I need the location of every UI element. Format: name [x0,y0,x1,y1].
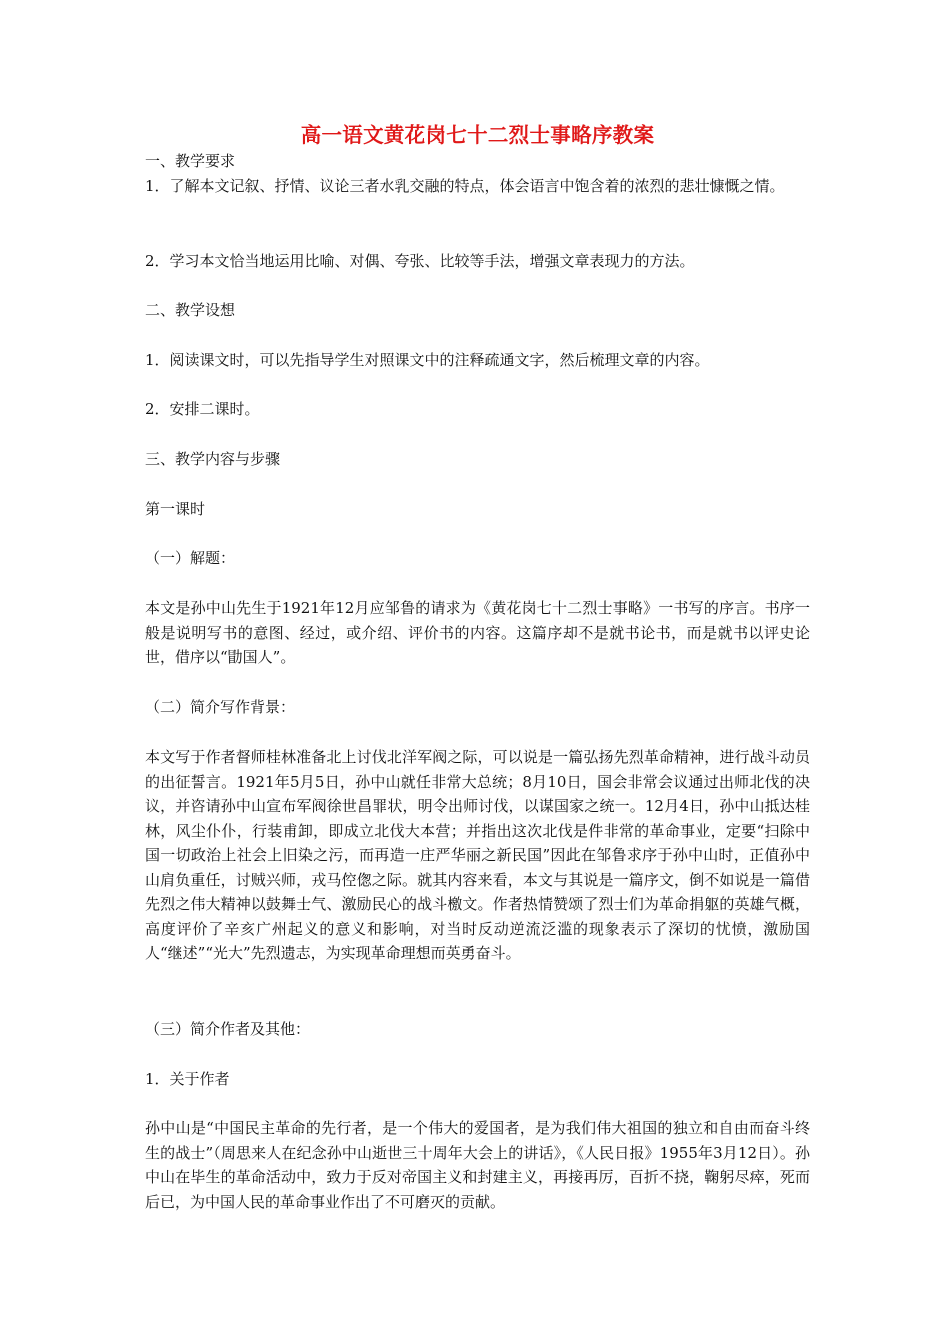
subsection-heading: （一）解题： [145,549,236,567]
subsection-heading: （三）简介作者及其他： [145,1020,311,1038]
section-heading: 一、教学要求 [145,152,236,170]
paragraph: 2．学习本文恰当地运用比喻、对偶、夸张、比较等手法，增强文章表现力的方法。 [145,252,695,270]
section-heading: 三、教学内容与步骤 [145,450,281,468]
section-heading: 二、教学设想 [145,301,236,319]
paragraph: 2．安排二课时。 [145,400,260,418]
paragraph: 1．了解本文记叙、抒情、议论三者水乳交融的特点，体会语言中饱含着的浓烈的悲壮慷慨之情。 [145,177,785,195]
paragraph: 1．阅读课文时，可以先指导学生对照课文中的注释疏通文字，然后梳理文章的内容。 [145,351,710,369]
subsection-heading: 第一课时 [145,500,206,518]
subsection-heading: （二）简介写作背景： [145,698,296,716]
paragraph: 孙中山是“中国民主革命的先行者，是一个伟大的爱国者，是为我们伟大祖国的独立和自由而奋斗终生的战士”（周思来人在纪念孙中山逝世三十周年大会上的讲话》，《人民日报》1955年3月12日）。孙中山在毕生的革命活动中，致力于反对帝国主义和封建主义，再接再厉，百折不挠，鞠躬尽瘁，死而后已，为中国人民的革命事业作出了不可磨灭的贡献。 [145,1119,810,1211]
document-title: 高一语文黄花岗七十二烈士事略序教案 [300,123,655,147]
paragraph: 本文写于作者督师桂林准备北上讨伐北洋军阀之际，可以说是一篇弘扬先烈革命精神，进行战斗动员的出征誓言。1921年5月5日，孙中山就任非常大总统；8月10日，国会非常会议通过出师北伐的决议，并咨请孙中山宣布军阀徐世昌罪状，明令出师讨伐，以谋国家之统一。12月4日，孙中山抵达桂林，风尘仆仆，行装甫卸，即成立北伐大本营；并指出这次北伐是件非常的革命事业，定要“扫除中国一切政治上社会上旧染之污，而再造一庄严华丽之新民国”因此在邹鲁求序于孙中山时，正值孙中山肩负重任，讨贼兴师，戎马倥偬之际。就其内容来看，本文与其说是一篇序文，倒不如说是一篇借先烈之伟大精神以鼓舞士气、激励民心的战斗檄文。作者热情赞颂了烈士们为革命捐躯的英雄气概，高度评价了辛亥广州起义的意义和影响，对当时反动逆流泛滥的现象表示了深切的忧愤，激励国人“继述”“光大”先烈遗志，为实现革命理想而英勇奋斗。 [145,748,810,962]
paragraph: 本文是孙中山先生于1921年12月应邹鲁的请求为《黄花岗七十二烈士事略》一书写的序言。书序一般是说明写书的意图、经过，或介绍、评价书的内容。这篇序却不是就书论书，而是就书以评史论世，借序以“勖国人”。 [145,599,810,666]
subsection-heading: 1．关于作者 [145,1070,230,1088]
